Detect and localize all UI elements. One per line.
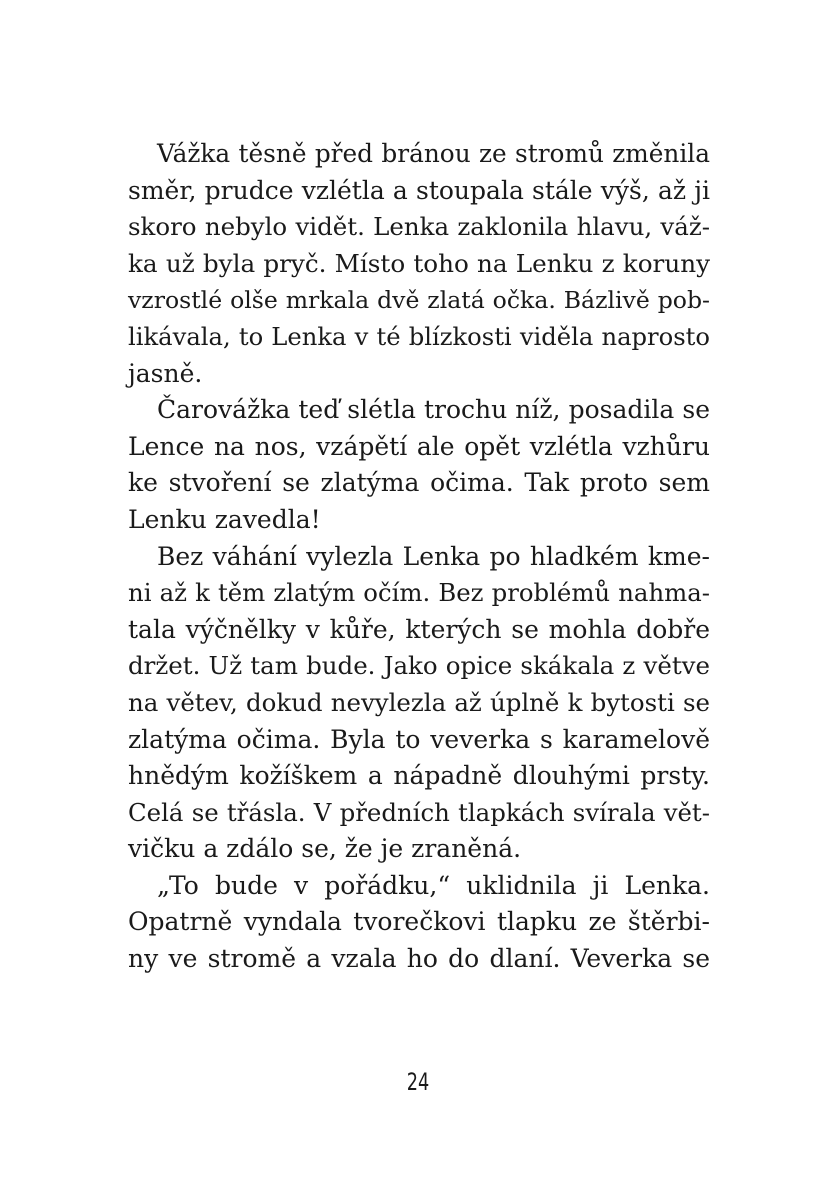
text-line: ka už byla pryč. Místo toho na Lenku z koruny (128, 248, 710, 278)
text-line: Celá se třásla. V předních tlapkách svírala vět- (128, 797, 710, 827)
text-line: Lenku zavedla! (128, 504, 321, 534)
page-number: 24 (406, 1068, 430, 1096)
text-line: „To bude v pořádku,“ uklidnila ji Lenka. (157, 870, 710, 900)
text-line: ke stvoření se zlatýma očima. Tak proto sem (128, 468, 710, 498)
text-line: Bez váhání vylezla Lenka po hladkém kme- (157, 541, 710, 571)
text-line: Vážka těsně před bránou ze stromů změnila (157, 139, 710, 168)
paragraph-4 (128, 868, 710, 978)
text-line: na větev, dokud nevylezla až úplně k bytosti se (128, 687, 710, 717)
text-line: Opatrně vyndala tvorečkovi tlapku ze štěrbi- (128, 907, 710, 937)
text-line: směr, prudce vzlétla a stoupala stále výš, až ji (128, 175, 710, 205)
text-line: Lence na nos, vzápětí ale opět vzlétla vzhůru (128, 431, 710, 461)
text-line: ny ve stromě a vzala ho do dlaní. Veverka se (128, 944, 710, 974)
text-line: hnědým kožíškem a nápadně dlouhými prsty. (128, 761, 710, 791)
text-line: Čarovážka teď slétla trochu níž, posadila se (157, 395, 710, 425)
paragraph-3 (128, 539, 710, 868)
paragraph-1 (128, 136, 710, 392)
text-line: držet. Už tam bude. Jako opice skákala z větve (128, 651, 710, 681)
text-line: jasně. (128, 358, 203, 388)
text-line: vičku a zdálo se, že je zraněná. (128, 834, 522, 864)
text-line: likávala, to Lenka v té blízkosti viděla naprosto (128, 321, 710, 351)
text-line: zlatýma očima. Byla to veverka s karamelově (128, 724, 710, 754)
text-line: tala výčnělky v kůře, kterých se mohla dobře (128, 614, 710, 644)
body-text (128, 136, 710, 978)
text-line: ni až k těm zlatým očím. Bez problémů nahma- (128, 578, 710, 608)
text-line: vzrostlé olše mrkala dvě zlatá očka. Bázlivě pob- (128, 286, 710, 315)
text-line: skoro nebylo vidět. Lenka zaklonila hlavu, váž- (128, 212, 710, 242)
paragraph-2 (128, 392, 710, 538)
